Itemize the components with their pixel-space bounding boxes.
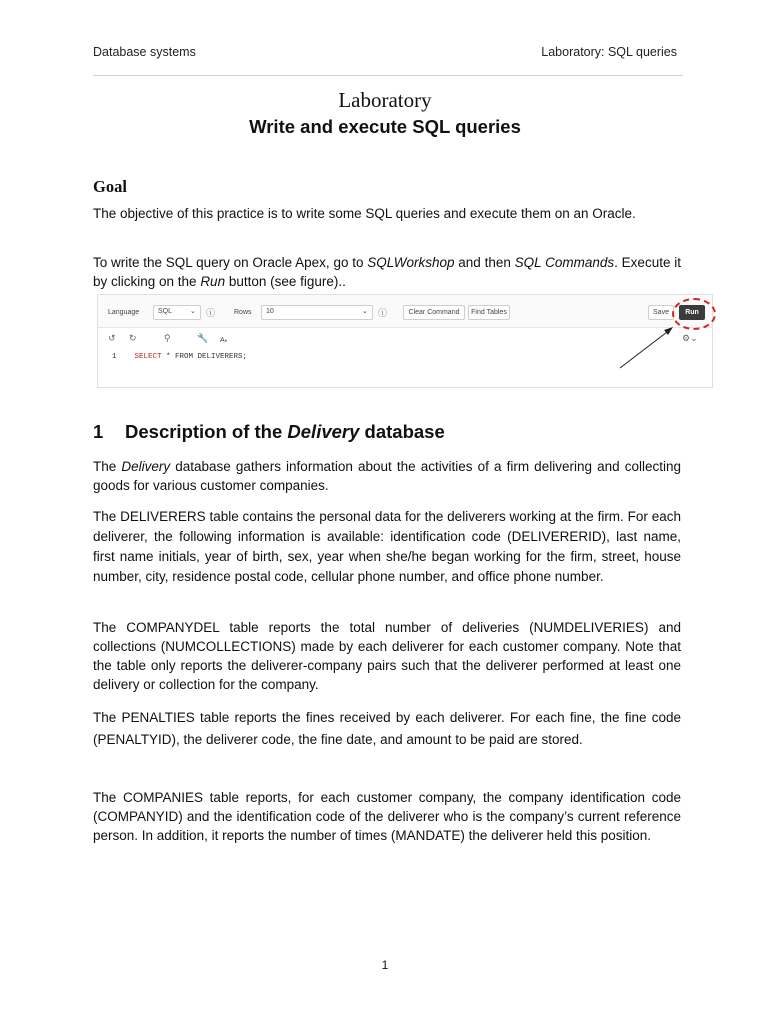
- page-number: 1: [381, 958, 389, 972]
- sql-keyword: SELECT: [134, 353, 162, 361]
- font-size-icon: Aₕ: [220, 337, 228, 344]
- help-icon: ⓘ: [206, 308, 216, 318]
- document-title: Laboratory: [338, 88, 432, 112]
- language-value: SQL: [158, 308, 173, 315]
- section-number: 1: [93, 421, 104, 442]
- running-header-right: Laboratory: SQL queries: [541, 45, 677, 59]
- chevron-down-icon: ⌄: [190, 308, 196, 315]
- redo-icon: ↻: [129, 333, 137, 343]
- clear-command-button: Clear Command: [403, 305, 465, 320]
- paragraph-companies: The COMPANIES table reports, for each customer company, the company identification code (COMPANYID) and the identification code of the deliverer who is the company’s current reference person. In addition, it reports the number of times (MANDATE) the deliverer held this position.: [93, 790, 681, 843]
- pointer-arrow: [98, 295, 712, 387]
- rows-label: Rows: [234, 309, 252, 316]
- header-rule: [93, 75, 683, 76]
- sql-commands-figure: [97, 294, 713, 388]
- instructions-paragraph: To write the SQL query on Oracle Apex, go to SQLWorkshop and then SQL Commands. Execute it by clicking on the Run button (see figure)..: [93, 255, 681, 289]
- paragraph-penalties: The PENALTIES table reports the fines received by each deliverer. For each fine, the fine code (PENALTYID), the deliverer code, the fine date, and amount to be paid are stored.: [93, 710, 681, 747]
- find-tables-button: Find Tables: [468, 305, 510, 320]
- language-label: Language: [108, 309, 140, 316]
- document-subtitle: Write and execute SQL queries: [249, 116, 521, 137]
- wrench-icon: 🔧: [197, 333, 209, 343]
- save-button: Save: [648, 305, 674, 320]
- paragraph-delivery-intro: The Delivery database gathers information about the activities of a firm delivering and collecting goods for various customer companies.: [93, 459, 681, 493]
- rows-value: 10: [266, 308, 274, 315]
- sql-code: * FROM DELIVERERS;: [161, 353, 248, 361]
- undo-icon: ↺: [108, 333, 116, 343]
- running-header-left: Database systems: [93, 45, 196, 59]
- goal-paragraph: The objective of this practice is to write some SQL queries and execute them on an Oracle.: [93, 206, 636, 221]
- search-icon: ⚲: [164, 333, 171, 343]
- paragraph-companydel: The COMPANYDEL table reports the total number of deliveries (NUMDELIVERIES) and collections (NUMCOLLECTIONS) made by each deliverer for each customer company. Note that the table only reports the deliverer-company pairs such that the deliverer performed at least one delivery or collection for the company.: [93, 620, 681, 692]
- goal-heading: Goal: [93, 177, 127, 196]
- settings-icon: ⚙⌄: [682, 333, 698, 343]
- section-heading: 1 Description of the Delivery database: [93, 421, 445, 442]
- help-icon: ⓘ: [378, 308, 388, 318]
- line-number: 1: [112, 353, 117, 361]
- run-button: Run: [679, 305, 705, 320]
- chevron-down-icon: ⌄: [362, 308, 368, 315]
- paragraph-deliverers: The DELIVERERS table contains the personal data for the deliverers working at the firm. For each deliverer, the following information is available: identification code (DELIVERERID), last name, first name initials, year of birth, sex, year when she/he began working for the firm, street, house number, city, residence postal code, cellular phone number, and office phone number.: [93, 509, 681, 584]
